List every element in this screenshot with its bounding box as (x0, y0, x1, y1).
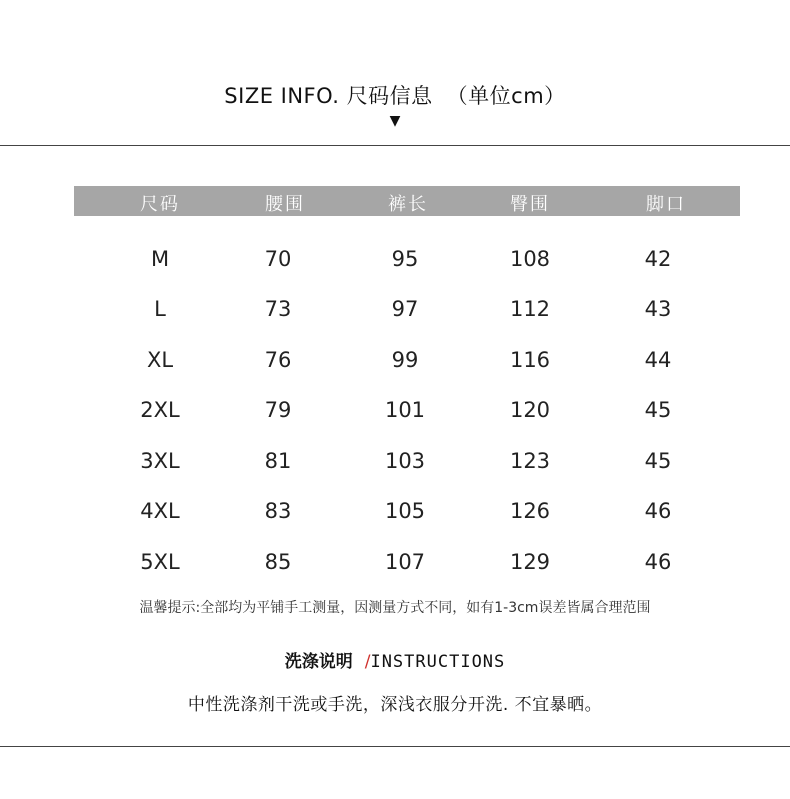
hip-cell: 129 (509, 550, 551, 574)
table-row (0, 348, 790, 388)
size-cell: L (154, 297, 166, 321)
wash-title-cn: 洗涤说明 (284, 652, 353, 672)
length-cell: 101 (384, 398, 426, 422)
hem-cell: 43 (644, 297, 672, 321)
size-cell: 2XL (140, 398, 180, 422)
waist-cell: 83 (264, 499, 292, 523)
measurement-note: 温馨提示:全部均为平铺手工测量，因测量方式不同，如有1-3cm误差皆属合理范围 (139, 600, 651, 616)
column-header-hem: 脚口 (646, 194, 686, 215)
hem-cell: 46 (644, 499, 672, 523)
page-title (0, 80, 790, 110)
waist-cell: 85 (264, 550, 292, 574)
hem-cell: 45 (644, 398, 672, 422)
hip-cell: 116 (509, 348, 551, 372)
table-row (0, 297, 790, 337)
size-cell: M (150, 247, 170, 271)
table-row (0, 247, 790, 287)
hip-cell: 126 (509, 499, 551, 523)
hem-cell: 42 (644, 247, 672, 271)
down-arrow-icon: ▼ (389, 113, 401, 129)
length-cell: 107 (384, 550, 426, 574)
size-cell: XL (146, 348, 174, 372)
column-header-length: 裤长 (388, 194, 428, 215)
length-cell: 99 (391, 348, 419, 372)
size-cell: 4XL (140, 499, 180, 523)
hem-cell: 44 (644, 348, 672, 372)
hip-cell: 112 (509, 297, 551, 321)
waist-cell: 76 (264, 348, 292, 372)
wash-title-en: INSTRUCTIONS (370, 652, 506, 672)
length-cell: 95 (391, 247, 419, 271)
wash-instructions-title (0, 647, 790, 672)
waist-cell: 73 (264, 297, 292, 321)
waist-cell: 79 (264, 398, 292, 422)
wash-instructions-text: 中性洗涤剂干洗或手洗，深浅衣服分开洗. 不宜暴晒。 (187, 695, 603, 715)
size-cell: 5XL (140, 550, 180, 574)
table-row (0, 550, 790, 590)
hip-cell: 120 (509, 398, 551, 422)
hem-cell: 45 (644, 449, 672, 473)
bottom-divider (0, 746, 790, 747)
table-row (0, 449, 790, 489)
unit-label: （单位cm） (446, 84, 566, 108)
table-row (0, 398, 790, 438)
waist-cell: 81 (264, 449, 292, 473)
length-cell: 103 (384, 449, 426, 473)
length-cell: 97 (391, 297, 419, 321)
waist-cell: 70 (264, 247, 292, 271)
column-header-hip: 臀围 (510, 194, 550, 215)
length-cell: 105 (384, 499, 426, 523)
title-text: SIZE INFO. 尺码信息 (224, 84, 433, 108)
hip-cell: 123 (509, 449, 551, 473)
top-divider (0, 145, 790, 146)
column-header-size: 尺码 (140, 194, 180, 215)
hem-cell: 46 (644, 550, 672, 574)
hip-cell: 108 (509, 247, 551, 271)
table-row (0, 499, 790, 539)
table-header (74, 186, 740, 216)
title-slash: / (364, 652, 371, 672)
column-header-waist: 腰围 (265, 194, 305, 215)
size-cell: 3XL (140, 449, 180, 473)
